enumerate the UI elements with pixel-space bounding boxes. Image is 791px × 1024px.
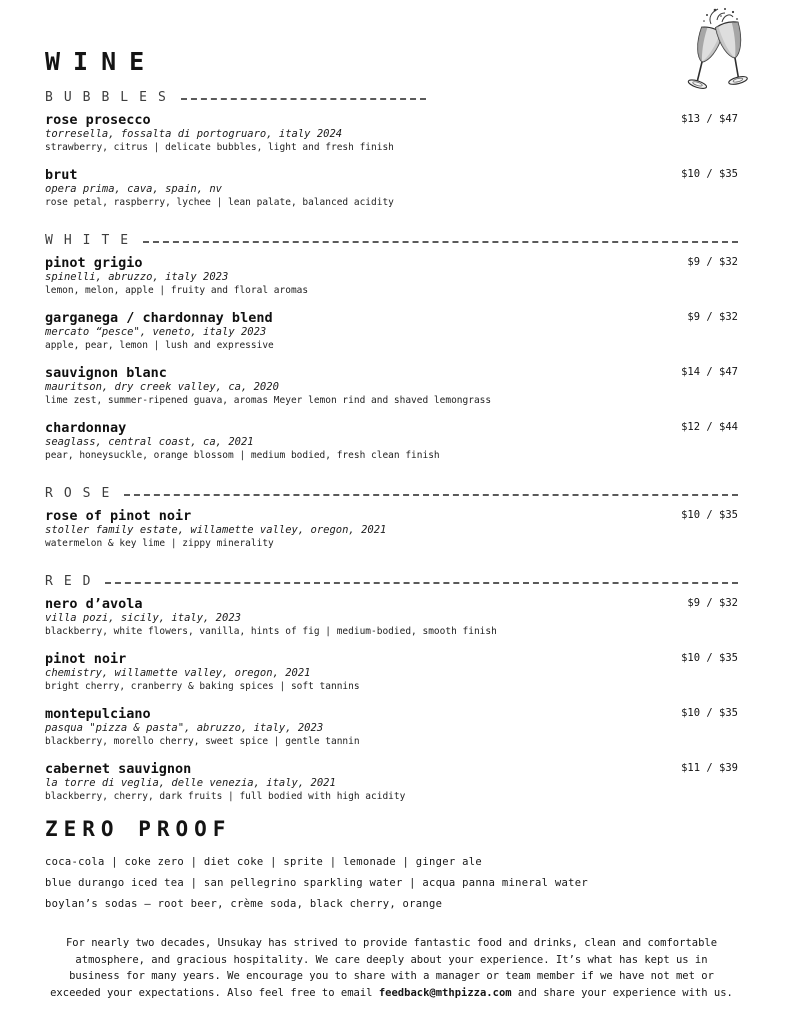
wine-sections <box>45 90 738 803</box>
wine-item <box>45 761 738 803</box>
section-rule <box>181 98 426 100</box>
wine-name: cabernet sauvignon <box>45 761 192 777</box>
section-header <box>45 574 738 590</box>
wine-item <box>45 420 738 462</box>
zero-proof-line: coca-cola | coke zero | diet coke | sprite | lemonade | ginger ale <box>45 856 483 868</box>
wine-price: $13 / $47 <box>681 113 738 125</box>
wine-price: $12 / $44 <box>681 421 738 433</box>
wine-price: $9 / $32 <box>687 311 738 323</box>
wine-notes: lemon, melon, apple | fruity and floral aromas <box>45 285 309 296</box>
zero-proof-title: ZERO PROOF <box>45 817 232 841</box>
footer-text-before: For nearly two decades, Unsukay has strived to provide fantastic food and drinks, clean and comfortable atmosphere, and gracious hospitality. We care deeply about your experience. It’s what has kept us in business for many years. We encourage you to share with a manager or team member if we have not met or exceeded your expectations. Also feel free to email <box>50 937 718 999</box>
section-items <box>45 255 738 462</box>
wine-name: rose of pinot noir <box>45 508 192 524</box>
wine-item <box>45 706 738 748</box>
section-header <box>45 90 738 106</box>
footer-note <box>48 935 736 1001</box>
wine-item <box>45 310 738 352</box>
wine-notes: lime zest, summer-ripened guava, aromas Meyer lemon rind and shaved lemongrass <box>45 395 492 406</box>
wine-notes: blackberry, morello cherry, sweet spice | gentle tannin <box>45 736 360 747</box>
wine-name: pinot grigio <box>45 255 143 271</box>
wine-notes: strawberry, citrus | delicate bubbles, light and fresh finish <box>45 142 394 153</box>
footer-text-after: and share your experience with us. <box>511 986 733 999</box>
wine-name: chardonnay <box>45 420 127 436</box>
wine-notes: blackberry, cherry, dark fruits | full bodied with high acidity <box>45 791 406 802</box>
section-header-label: BUBBLES <box>45 90 177 105</box>
section-items <box>45 508 738 550</box>
wine-producer: villa pozi, sicily, italy, 2023 <box>45 612 241 624</box>
wine-producer: mauritson, dry creek valley, ca, 2020 <box>45 381 279 393</box>
wine-producer: torresella, fossalta di portogruaro, italy 2024 <box>45 128 343 140</box>
wine-name: garganega / chardonnay blend <box>45 310 273 326</box>
wine-price: $10 / $35 <box>681 168 738 180</box>
wine-producer: stoller family estate, willamette valley, oregon, 2021 <box>45 524 387 536</box>
wine-price: $14 / $47 <box>681 366 738 378</box>
section-items <box>45 112 738 209</box>
wine-name: nero d’avola <box>45 596 143 612</box>
zero-proof-line: blue durango iced tea | san pellegrino sparkling water | acqua panna mineral water <box>45 877 588 889</box>
wine-item <box>45 508 738 550</box>
section-header <box>45 233 738 249</box>
wine-price: $10 / $35 <box>681 509 738 521</box>
page-title: WINE <box>45 47 158 76</box>
wine-name: pinot noir <box>45 651 127 667</box>
wine-notes: blackberry, white flowers, vanilla, hints of fig | medium-bodied, smooth finish <box>45 626 497 637</box>
wine-name: rose prosecco <box>45 112 151 128</box>
section-header-label: WHITE <box>45 233 140 248</box>
wine-producer: seaglass, central coast, ca, 2021 <box>45 436 254 448</box>
wine-producer: mercato “pesce", veneto, italy 2023 <box>45 326 267 338</box>
wine-notes: rose petal, raspberry, lychee | lean palate, balanced acidity <box>45 197 394 208</box>
wine-name: montepulciano <box>45 706 151 722</box>
wine-item <box>45 365 738 407</box>
wine-producer: la torre di veglia, delle venezia, italy, 2021 <box>45 777 336 789</box>
wine-section <box>45 233 738 462</box>
wine-producer: spinelli, abruzzo, italy 2023 <box>45 271 229 283</box>
feedback-email: feedback@mthpizza.com <box>378 986 512 999</box>
section-header-label: RED <box>45 574 102 589</box>
zero-proof-line: boylan’s sodas – root beer, crème soda, black cherry, orange <box>45 898 443 910</box>
wine-section <box>45 486 738 550</box>
wine-producer: chemistry, willamette valley, oregon, 2021 <box>45 667 311 679</box>
zero-proof-lines <box>45 852 738 915</box>
wine-item <box>45 255 738 297</box>
wine-producer: opera prima, cava, spain, nv <box>45 183 223 195</box>
wine-item <box>45 167 738 209</box>
wine-section <box>45 90 738 209</box>
section-header <box>45 486 738 502</box>
wine-price: $10 / $35 <box>681 707 738 719</box>
section-rule <box>143 241 738 243</box>
section-header-label: ROSE <box>45 486 121 501</box>
wine-producer: pasqua "pizza & pasta", abruzzo, italy, 2023 <box>45 722 324 734</box>
wine-price: $11 / $39 <box>681 762 738 774</box>
wine-notes: apple, pear, lemon | lush and expressive <box>45 340 274 351</box>
section-items <box>45 596 738 803</box>
wine-price: $9 / $32 <box>687 597 738 609</box>
wine-name: sauvignon blanc <box>45 365 167 381</box>
wine-price: $10 / $35 <box>681 652 738 664</box>
clinking-wine-glasses-icon <box>673 6 765 104</box>
section-rule <box>105 582 738 584</box>
wine-notes: watermelon & key lime | zippy minerality <box>45 538 274 549</box>
wine-item <box>45 112 738 154</box>
wine-price: $9 / $32 <box>687 256 738 268</box>
wine-item <box>45 651 738 693</box>
wine-notes: bright cherry, cranberry & baking spices | soft tannins <box>45 681 360 692</box>
zero-proof-section <box>45 816 738 915</box>
wine-section <box>45 574 738 803</box>
section-rule <box>124 494 738 496</box>
wine-notes: pear, honeysuckle, orange blossom | medium bodied, fresh clean finish <box>45 450 440 461</box>
wine-name: brut <box>45 167 78 183</box>
wine-item <box>45 596 738 638</box>
